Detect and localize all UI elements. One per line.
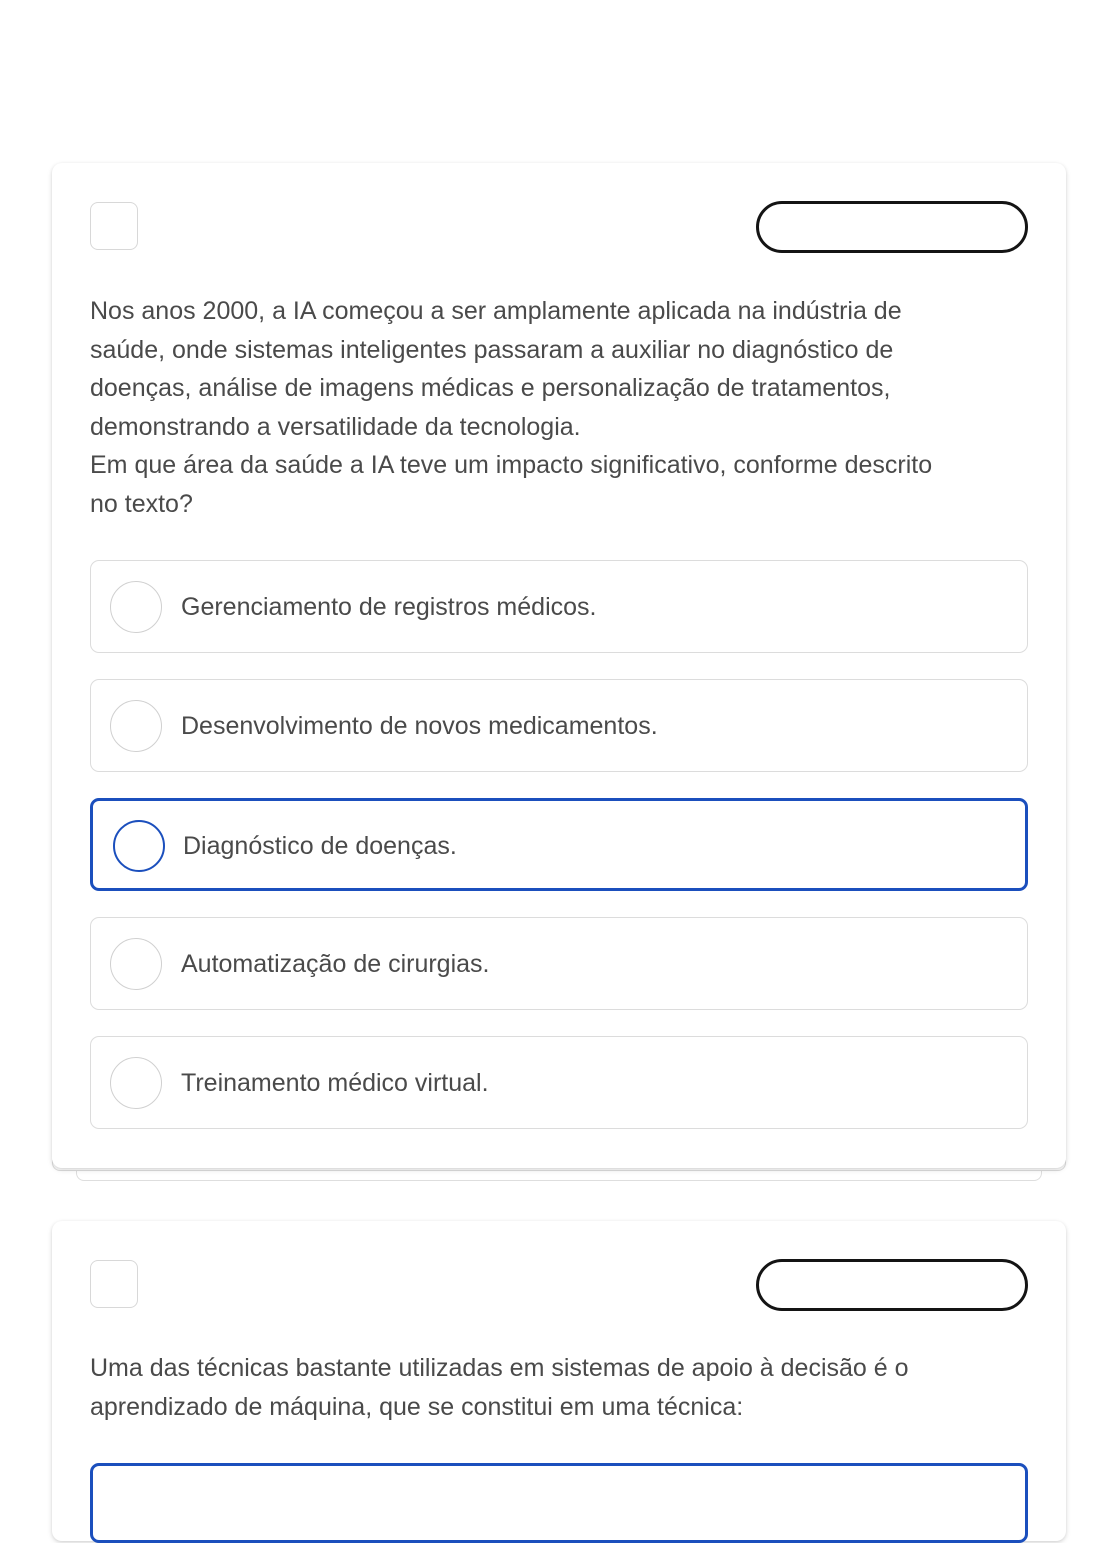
answer-option-label: Diagnóstico de doenças.: [183, 832, 457, 860]
question-text: [90, 292, 1014, 523]
question-line: Uma das técnicas bastante utilizadas em sistemas de apoio à decisão é o: [90, 1354, 909, 1382]
radio-button[interactable]: [110, 700, 162, 752]
question-text: [90, 1349, 1014, 1426]
question-card-header: [90, 201, 1028, 253]
question-card: [52, 1221, 1066, 1541]
answer-option-label: Gerenciamento de registros médicos.: [181, 593, 597, 621]
question-line: doenças, análise de imagens médicas e personalização de tratamentos,: [90, 374, 891, 402]
question-line: aprendizado de máquina, que se constitui em uma técnica:: [90, 1392, 744, 1421]
answer-option-a[interactable]: [90, 1463, 1028, 1543]
card-stack-edge: [76, 1170, 1042, 1181]
answer-option-c[interactable]: [90, 798, 1028, 891]
mark-question-checkbox[interactable]: [90, 1260, 138, 1308]
question-line: saúde, onde sistemas inteligentes passaram a auxiliar no diagnóstico de: [90, 335, 894, 364]
answer-option-b[interactable]: [90, 679, 1028, 772]
radio-button[interactable]: [110, 938, 162, 990]
answer-option-label: Desenvolvimento de novos medicamentos.: [181, 712, 658, 740]
question-status-pill[interactable]: [756, 201, 1028, 253]
answer-options: [90, 560, 1028, 1155]
question-line: no texto?: [90, 489, 193, 518]
question-card-header: [90, 1259, 1028, 1311]
question-card: [52, 163, 1066, 1168]
question-line: demonstrando a versatilidade da tecnologia.: [90, 412, 581, 441]
question-line: Nos anos 2000, a IA começou a ser amplamente aplicada na indústria de: [90, 297, 902, 325]
mark-question-checkbox[interactable]: [90, 202, 138, 250]
answer-option-d[interactable]: [90, 917, 1028, 1010]
radio-button[interactable]: [110, 1057, 162, 1109]
answer-option-label: Automatização de cirurgias.: [181, 950, 490, 978]
answer-option-a[interactable]: [90, 560, 1028, 653]
answer-option-e[interactable]: [90, 1036, 1028, 1129]
question-line: Em que área da saúde a IA teve um impacto significativo, conforme descrito: [90, 451, 933, 479]
radio-button[interactable]: [113, 820, 165, 872]
question-status-pill[interactable]: [756, 1259, 1028, 1311]
radio-button[interactable]: [110, 581, 162, 633]
answer-option-label: Treinamento médico virtual.: [181, 1069, 489, 1097]
